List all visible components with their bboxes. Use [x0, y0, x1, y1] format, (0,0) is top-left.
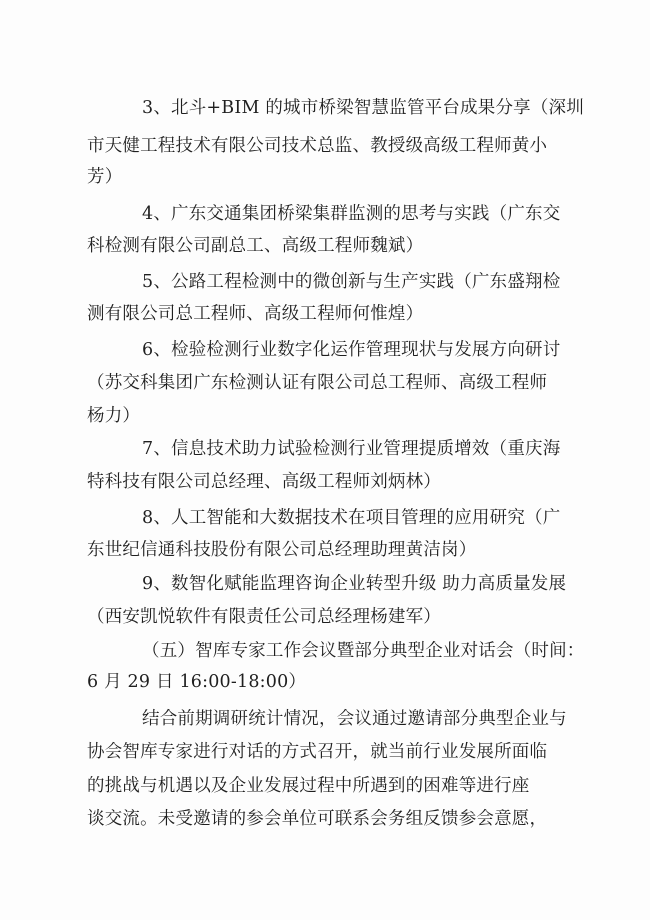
paragraph-line-2: 协会智库专家进行对话的方式召开，就当前行业发展所面临: [87, 742, 548, 762]
paragraph-line-1: 结合前期调研统计情况，会议通过邀请部分典型企业与: [142, 709, 567, 729]
item-3-line-3: 芳）: [87, 167, 123, 187]
item-4-line-1: 4、广东交通集团桥梁集群监测的思考与实践（广东交: [142, 204, 561, 224]
item-8-line-2: 东世纪信通科技股份有限公司总经理助理黄洁岗）: [87, 540, 477, 560]
item-8-line-1: 8、人工智能和大数据技术在项目管理的应用研究（广: [142, 508, 561, 528]
item-7-line-2: 特科技有限公司总经理、高级工程师刘炳林）: [87, 472, 441, 492]
section-heading-line-1: （五）智库专家工作会议暨部分典型企业对话会（时间：: [142, 641, 585, 661]
item-6-line-2: （苏交科集团广东检测认证有限公司总工程师、高级工程师: [87, 373, 548, 393]
paragraph-line-3: 的挑战与机遇以及企业发展过程中所遇到的困难等进行座: [87, 776, 530, 796]
item-5-line-1: 5、公路工程检测中的微创新与生产实践（广东盛翔检: [142, 272, 561, 292]
item-3-line-1: 3、北斗+BIM 的城市桥梁智慧监管平台成果分享（深圳: [142, 98, 584, 118]
item-9-line-2: （西安凯悦软件有限责任公司总经理杨建军）: [87, 607, 441, 627]
paragraph-line-4: 谈交流。未受邀请的参会单位可联系会务组反馈参会意愿，: [87, 809, 548, 829]
item-6-line-3: 杨力）: [87, 406, 141, 426]
item-5-line-2: 测有限公司总工程师、高级工程师何惟煌）: [87, 304, 424, 324]
item-6-line-1: 6、检验检测行业数字化运作管理现状与发展方向研讨: [142, 340, 561, 360]
item-3-line-2: 市天健工程技术有限公司技术总监、教授级高级工程师黄小: [87, 136, 548, 156]
section-heading-line-2: 6 月 29 日 16:00-18:00）: [87, 672, 307, 692]
item-9-line-1: 9、数智化赋能监理咨询企业转型升级 助力高质量发展: [142, 574, 567, 594]
item-7-line-1: 7、信息技术助力试验检测行业管理提质增效（重庆海: [142, 439, 561, 459]
item-4-line-2: 科检测有限公司副总工、高级工程师魏斌）: [87, 236, 424, 256]
